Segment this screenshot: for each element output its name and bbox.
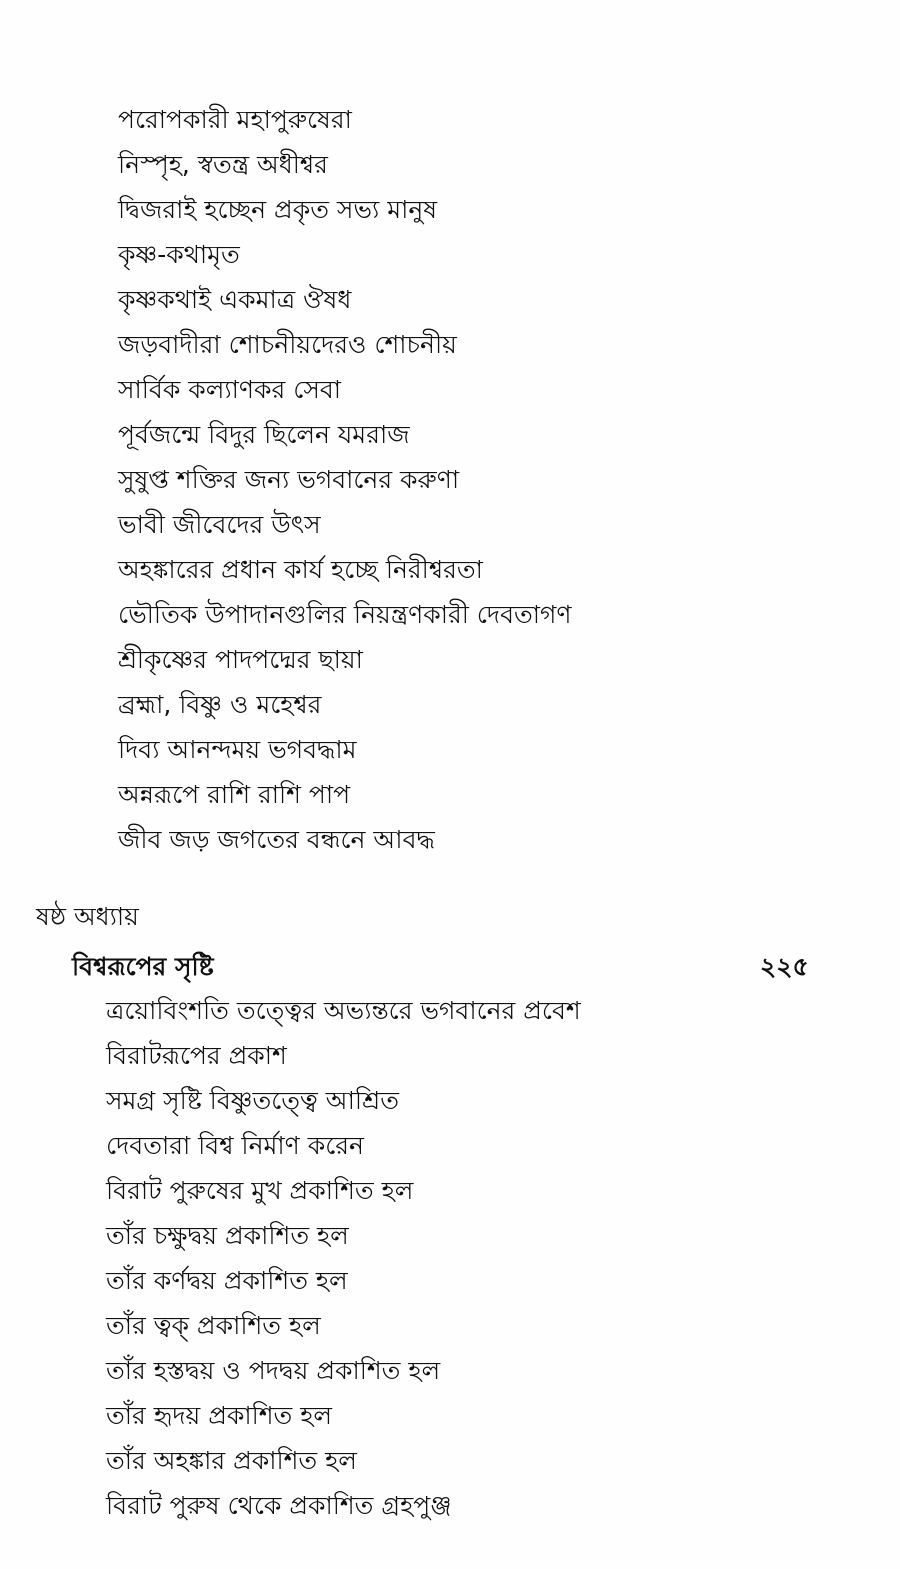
- topic-line: জড়বাদীরা শোচনীয়দেরও শোচনীয়: [118, 330, 457, 359]
- topic-line: পূর্বজন্মে বিদুর ছিলেন যমরাজ: [118, 420, 410, 449]
- topic-line: পরোপকারী মহাপুরুষেরা: [118, 105, 352, 134]
- chapter-topic-line: তাঁর ত্বক্ প্রকাশিত হল: [106, 1311, 321, 1340]
- topic-line: কৃষ্ণকথাই একমাত্র ঔষধ: [118, 285, 352, 314]
- chapter-topic-line: তাঁর হস্তদ্বয় ও পদদ্বয় প্রকাশিত হল: [106, 1356, 441, 1385]
- topic-line: শ্রীকৃষ্ণের পাদপদ্মের ছায়া: [118, 645, 363, 674]
- chapter-topic-line: বিরাটরূপের প্রকাশ: [106, 1041, 287, 1070]
- topic-line: ব্রহ্মা, বিষ্ণু ও মহেশ্বর: [118, 690, 322, 719]
- topic-line: অহঙ্কারের প্রধান কার্য হচ্ছে নিরীশ্বরতা: [118, 555, 483, 584]
- chapter-topic-line: দেবতারা বিশ্ব নির্মাণ করেন: [106, 1131, 364, 1160]
- topic-line: সুষুপ্ত শক্তির জন্য ভগবানের করুণা: [118, 465, 460, 494]
- topic-line: ভৌতিক উপাদানগুলির নিয়ন্ত্রণকারী দেবতাগণ: [118, 600, 572, 629]
- chapter-topic-line: সমগ্র সৃষ্টি বিষ্ণুতত্ত্বে আশ্রিত: [106, 1086, 399, 1115]
- chapter-topic-line: তাঁর অহঙ্কার প্রকাশিত হল: [106, 1446, 357, 1475]
- chapter-page-number: ২২৫: [760, 952, 809, 981]
- topic-line: অন্নরূপে রাশি রাশি পাপ: [118, 780, 351, 809]
- chapter-topic-line: বিরাট পুরুষের মুখ প্রকাশিত হল: [106, 1176, 414, 1205]
- chapter-topic-line: বিরাট পুরুষ থেকে প্রকাশিত গ্রহপুঞ্জ: [106, 1491, 452, 1520]
- chapter-heading: ষষ্ঠ অধ্যায়: [36, 902, 139, 931]
- chapter-topic-line: ত্রয়োবিংশতি তত্ত্বের অভ্যন্তরে ভগবানের প্রবেশ: [106, 996, 581, 1025]
- topic-line: দ্বিজরাই হচ্ছেন প্রকৃত সভ্য মানুষ: [118, 195, 438, 224]
- topic-line: কৃষ্ণ-কথামৃত: [118, 240, 240, 269]
- topic-line: জীব জড় জগতের বন্ধনে আবদ্ধ: [118, 825, 435, 854]
- chapter-topic-line: তাঁর চক্ষুদ্বয় প্রকাশিত হল: [106, 1221, 349, 1250]
- topic-line: সার্বিক কল্যাণকর সেবা: [118, 375, 342, 404]
- topic-line: দিব্য আনন্দময় ভগবদ্ধাম: [118, 735, 357, 764]
- chapter-topic-line: তাঁর কর্ণদ্বয় প্রকাশিত হল: [106, 1266, 348, 1295]
- chapter-title: বিশ্বরূপের সৃষ্টি: [72, 952, 214, 981]
- topic-line: নিস্পৃহ, স্বতন্ত্র অধীশ্বর: [118, 150, 328, 179]
- topic-line: ভাবী জীবেদের উৎস: [118, 510, 321, 539]
- chapter-topic-line: তাঁর হৃদয় প্রকাশিত হল: [106, 1401, 333, 1430]
